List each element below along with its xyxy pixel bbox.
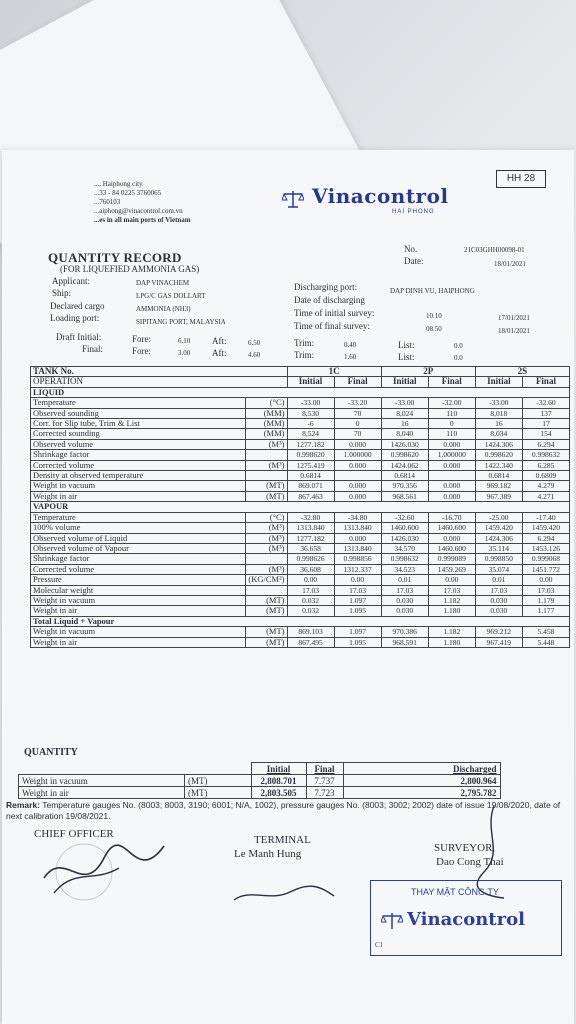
table-cell: 0.032 [287,595,334,605]
table-cell: 17.03 [287,585,334,595]
table-row [31,512,570,522]
no-label: No. [404,244,418,254]
table-cell: 1.000000 [428,450,475,460]
table-cell: 1277.182 [287,439,334,449]
table-cell: 0.01 [381,575,428,585]
quantity-discharged: 2,795.782 [343,787,500,799]
table-cell: 1.180 [428,606,475,616]
applicant-label: Applicant: [52,276,90,286]
table-cell: 867.495 [287,637,334,647]
table-cell: 4.271 [522,491,569,501]
loading-label: Loading port: [50,313,100,323]
row-unit: (MM) [246,408,287,418]
row-unit: (MM) [246,419,287,429]
table-cell: 1453.126 [522,543,569,553]
table-cell: 0.030 [381,595,428,605]
initial-survey-time: 10.10 [426,312,442,320]
table-cell: -32.00 [428,398,475,408]
table-row [31,637,570,647]
ship-label: Ship: [52,288,72,298]
table-cell: 1460.600 [428,543,475,553]
table-cell: 8,018 [475,408,522,418]
row-unit: (MT) [246,595,287,605]
table-cell: 1313.840 [334,543,381,553]
table-cell: 8,530 [287,408,334,418]
table-cell: 17.03 [522,585,569,595]
row-label: Weight in air [31,606,246,616]
table-cell: 6.294 [522,439,569,449]
table-cell: 0.000 [428,533,475,543]
table-cell: 968.591 [381,637,428,647]
row-unit: (MT) [246,637,287,647]
table-cell: 0.6814 [287,471,334,481]
table-cell: 0.00 [334,575,381,585]
cargo-label: Declared cargo [50,301,105,311]
initial-survey-label: Time of initial survey: [294,308,375,318]
table-cell: 0.998632 [381,554,428,564]
table-cell: 0.032 [287,606,334,616]
row-unit: (°C) [246,398,287,408]
terminal-label: TERMINAL [254,834,311,846]
table-row [31,523,570,533]
page-title: QUANTITY RECORD [48,250,182,265]
quantity-initial-header: Initial [251,763,306,775]
brand-name: Vinacontrol [312,184,449,208]
table-cell: 869.103 [287,627,334,637]
table-cell: 35.114 [475,543,522,553]
page-subtitle: (FOR LIQUEFIED AMMONIA GAS) [60,264,200,274]
stamp-line-2: Vinacontrol [407,909,525,930]
table-cell [334,471,381,481]
initial-header: Initial [287,377,334,387]
table-cell: 0.998626 [287,554,334,564]
table-cell: 1.000000 [334,450,381,460]
table-cell: 0.998632 [522,450,569,460]
table-row [31,606,570,616]
table-cell: 0.6809 [522,471,569,481]
row-unit: (MT) [246,491,287,501]
table-cell: 8,034 [475,429,522,439]
table-cell: 1426.030 [381,439,428,449]
table-cell: 0.000 [334,439,381,449]
table-cell: 17.03 [428,585,475,595]
table-cell: 0.998620 [381,450,428,460]
table-cell: 1313.840 [287,523,334,533]
vinacontrol-logo [282,184,449,215]
table-cell: 1.095 [334,637,381,647]
table-cell: 967.389 [475,491,522,501]
table-cell: 1459.420 [475,523,522,533]
row-label: Density at observed temperature [31,471,246,481]
table-cell: 17.03 [334,585,381,595]
row-label: Temperature [31,398,246,408]
quantity-final-header: Final [306,763,343,775]
quantity-final: 7.723 [306,787,343,799]
trim-label: Trim: [294,338,315,348]
address-line: ...aiphong@vinacontrol.com.vn [94,207,183,215]
table-cell: 0.000 [428,491,475,501]
row-unit [246,585,287,595]
table-cell: 4.279 [522,481,569,491]
quantity-initial: 2,803.505 [251,787,306,799]
row-label: Observed sounding [31,408,246,418]
table-cell: 110 [428,429,475,439]
initial-header: Initial [475,377,522,387]
table-cell: 0.000 [428,439,475,449]
final-header: Final [334,377,381,387]
address-line: ...760103 [94,198,121,206]
table-row [31,481,570,491]
table-row [31,398,570,408]
draft-final-trim: 1.60 [344,353,357,361]
table-row [31,450,570,460]
row-label: Molecular weight [31,585,246,595]
table-cell: 0.000 [334,491,381,501]
row-label: 100% volume [31,523,246,533]
table-cell: 1451.772 [522,564,569,574]
row-unit: (KG/CM²) [246,575,287,585]
table-cell: 70 [334,408,381,418]
table-cell: 1.095 [334,606,381,616]
row-label: Corrected volume [31,460,246,470]
quantity-record-document [2,150,574,1024]
draft-final-fore: 3.00 [178,349,191,357]
tank-measurement-table [30,366,570,648]
table-cell: 1424.062 [381,460,428,470]
vapour-section-label: VAPOUR [31,502,570,512]
final-survey-date: 18/01/2021 [498,327,530,335]
row-label: Weight in vacuum [31,595,246,605]
list-label: List: [398,340,415,350]
table-row [31,439,570,449]
row-label: Weight in vacuum [31,627,246,637]
quantity-row-label: Weight in air [19,787,185,799]
remark-label: Remark: [6,800,41,810]
table-cell: -17.40 [522,512,569,522]
table-cell: 1424.306 [475,439,522,449]
address-line: ..., Haiphong city [94,180,143,188]
table-cell: 1460.600 [381,523,428,533]
table-cell: 0.000 [428,460,475,470]
row-unit: (MM) [246,429,287,439]
surveyor-name: Dao Cong Thai [436,856,504,868]
table-cell: 70 [334,429,381,439]
quantity-table [18,762,501,799]
tank-header: 1C [287,367,381,377]
quantity-final: 7.737 [306,775,343,787]
no-value: 21C03GHH00098-01 [464,246,525,254]
table-row [31,491,570,501]
final-survey-label: Time of final survey: [294,321,370,331]
table-cell: 6.285 [522,460,569,470]
table-cell: 1460.600 [428,523,475,533]
table-cell: 1.182 [428,627,475,637]
table-cell: 16 [381,419,428,429]
address-line: ...33 - 84 0225 3760065 [94,189,162,197]
table-cell: 0.998850 [475,554,522,564]
table-cell: 34.570 [381,543,428,553]
row-label: Shrinkage factor [31,450,246,460]
row-label: Weight in air [31,491,246,501]
row-unit: (M³) [246,460,287,470]
row-label: Pressure [31,575,246,585]
scales-icon [282,189,304,209]
table-row [31,585,570,595]
table-cell: 17.03 [381,585,428,595]
table-cell: 0 [428,419,475,429]
table-cell: 0.030 [475,595,522,605]
tank-header: 2S [475,367,569,377]
table-cell: 35.074 [475,564,522,574]
cargo-value: AMMONIA (NH3) [136,305,191,313]
scales-icon [381,911,403,931]
table-cell: 0.999089 [428,554,475,564]
table-cell: 16 [475,419,522,429]
row-label: Corrected sounding [31,429,246,439]
table-cell: -33.00 [381,398,428,408]
loading-value: SIPITANG PORT, MALAYSIA [136,318,226,326]
table-row [31,543,570,553]
final-header: Final [522,377,569,387]
table-cell: 0.00 [428,575,475,585]
row-label: Observed volume [31,439,246,449]
table-cell: 1459.420 [522,523,569,533]
table-cell: 1.180 [428,637,475,647]
table-cell: 1312.337 [334,564,381,574]
table-cell: -33.00 [475,398,522,408]
date-value: 18/01/2021 [494,260,526,268]
table-cell: 969.182 [475,481,522,491]
draft-final-aft: 4.60 [248,351,261,359]
table-cell: -16.70 [428,512,475,522]
table-cell: 1.179 [522,595,569,605]
table-row [31,471,570,481]
table-cell: 0.000 [334,460,381,470]
discharging-port-value: DAP DINH VU, HAIPHONG [390,287,475,295]
date-discharging-label: Date of discharging [294,295,365,305]
draft-initial-list: 0.0 [454,342,463,350]
row-unit: (MT) [246,481,287,491]
table-cell: 968.561 [381,491,428,501]
table-cell: -34.80 [334,512,381,522]
row-label: Weight in air [31,637,246,647]
terminal-signature [230,878,340,908]
remark-text: Temperature gauges No. (8003; 8003, 3190; 6001; N/A, 1002), pressure gauges No. (8003; 3002; 2002) date of issue 19/08/2020, date of next calibration 19/08/2021. [6,800,561,821]
quantity-row-unit: (MT) [185,787,252,799]
tank-no-label: TANK No. [31,367,288,377]
initial-survey-date: 17/01/2021 [498,314,530,322]
table-cell: 6.294 [522,533,569,543]
table-cell: 1275.419 [287,460,334,470]
table-cell: -32.80 [287,512,334,522]
terminal-name: Le Manh Hung [234,848,302,860]
table-cell: 0 [334,419,381,429]
chief-officer-label: CHIEF OFFICER [34,828,114,840]
table-cell: 1.097 [334,627,381,637]
table-cell: 8,524 [287,429,334,439]
operation-label: OPERATION [31,377,288,387]
table-cell: 1.182 [428,595,475,605]
table-cell: 8,024 [381,408,428,418]
table-cell: 1.097 [334,595,381,605]
table-cell: -25.00 [475,512,522,522]
table-cell: 0.000 [428,481,475,491]
table-cell: 970.386 [381,627,428,637]
table-cell [428,471,475,481]
surveyor-label: SURVEYOR, [434,842,496,854]
table-cell: 8,040 [381,429,428,439]
row-label: Corrected volume [31,564,246,574]
draft-initial-aft: 6.50 [248,339,261,347]
table-cell: 1424.306 [475,533,522,543]
quantity-row-label: Weight in vacuum [19,775,185,787]
table-cell: 0.6814 [475,471,522,481]
address-line: ...es in all main ports of Vietnam [94,216,191,224]
table-cell: 0.030 [381,606,428,616]
row-label: Observed volume of Vapour [31,543,246,553]
table-cell: 0.030 [475,606,522,616]
final-header: Final [428,377,475,387]
table-cell: 34.523 [381,564,428,574]
table-cell: 0.000 [334,481,381,491]
table-cell: 137 [522,408,569,418]
table-cell: 1.177 [522,606,569,616]
draft-final-list: 0.0 [454,354,463,362]
stamp-line-3: C1 [375,941,384,949]
table-cell: 1313.840 [334,523,381,533]
quantity-row-unit: (MT) [185,775,252,787]
table-cell: 0.000 [334,533,381,543]
table-cell: 0.998620 [475,450,522,460]
table-cell: 0.6814 [381,471,428,481]
table-row [31,429,570,439]
tank-header: 2P [381,367,475,377]
row-label: Observed volume of Liquid [31,533,246,543]
table-cell: 1277.182 [287,533,334,543]
row-unit: (M³) [246,439,287,449]
draft-initial-label: Draft Initial: [56,332,102,342]
applicant-value: DAP VINACHEM [136,279,190,287]
table-cell: 0.00 [287,575,334,585]
table-row [31,595,570,605]
table-cell: 36.658 [287,543,334,553]
table-cell: 0.01 [475,575,522,585]
list-label: List: [398,352,415,362]
table-row [31,419,570,429]
table-row [31,554,570,564]
table-cell: 0.998856 [334,554,381,564]
row-unit: (M³) [246,533,287,543]
chief-officer-signature [24,838,174,908]
quantity-initial: 2,808.701 [251,775,306,787]
table-cell: 970.356 [381,481,428,491]
form-code: HH 28 [496,170,546,188]
trim-label: Trim: [294,350,315,360]
table-row [31,564,570,574]
row-label: Temperature [31,512,246,522]
row-label: Weight in vacuum [31,481,246,491]
quantity-discharged: 2,800.964 [343,775,500,787]
table-cell: 110 [428,408,475,418]
table-cell: 867.463 [287,491,334,501]
table-cell: 5.458 [522,627,569,637]
table-cell: 1422.340 [475,460,522,470]
draft-initial-fore: 6.10 [178,337,191,345]
fore-label: Fore: [132,346,151,356]
liquid-section-label: LIQUID [31,387,570,397]
table-cell: 154 [522,429,569,439]
table-row [31,575,570,585]
row-unit: (°C) [246,512,287,522]
row-unit [246,554,287,564]
row-unit: (M³) [246,523,287,533]
ship-value: LPG/C GAS DOLLART [136,292,206,300]
row-label: Corr. for Slip tube, Trim & List [31,419,246,429]
brand-subtitle: HAI PHONG [392,209,435,216]
table-cell: 0.999068 [522,554,569,564]
table-cell: -32.60 [381,512,428,522]
table-row [31,460,570,470]
row-label: Shrinkage factor [31,554,246,564]
draft-final-label: Final: [82,344,104,354]
table-row [31,627,570,637]
quantity-label: QUANTITY [24,747,78,758]
aft-label: Aft: [212,336,227,346]
table-cell: 17.03 [475,585,522,595]
aft-label: Aft: [212,348,227,358]
row-unit [246,471,287,481]
date-label: Date: [404,256,424,266]
table-cell: 0.998620 [287,450,334,460]
initial-header: Initial [381,377,428,387]
row-unit: (MT) [246,606,287,616]
discharging-port-label: Discharging port: [294,282,358,292]
table-cell: 1459.269 [428,564,475,574]
stamp-line-1: THAY MẶT CÔNG TY [411,887,499,897]
table-cell: 36.608 [287,564,334,574]
table-row [31,533,570,543]
table-row [31,408,570,418]
final-survey-time: 08.50 [426,325,442,333]
quantity-discharged-header: Discharged [343,763,500,775]
draft-initial-trim: 0.40 [344,341,357,349]
row-unit: (M³) [246,543,287,553]
address-block [94,180,191,225]
table-cell: 17 [522,419,569,429]
table-cell: 869.071 [287,481,334,491]
fore-label: Fore: [132,334,151,344]
total-section-label: Total Liquid + Vapour [31,616,570,626]
table-cell: -6 [287,419,334,429]
table-cell: -32.60 [522,398,569,408]
table-cell: -33.00 [287,398,334,408]
table-cell: -33.20 [334,398,381,408]
row-unit: (MT) [246,627,287,637]
table-cell: 5.448 [522,637,569,647]
row-unit [246,450,287,460]
row-unit: (M³) [246,564,287,574]
table-cell: 1426.030 [381,533,428,543]
table-cell: 967.419 [475,637,522,647]
table-cell: 969.212 [475,627,522,637]
company-stamp [370,880,562,956]
table-cell: 0.00 [522,575,569,585]
